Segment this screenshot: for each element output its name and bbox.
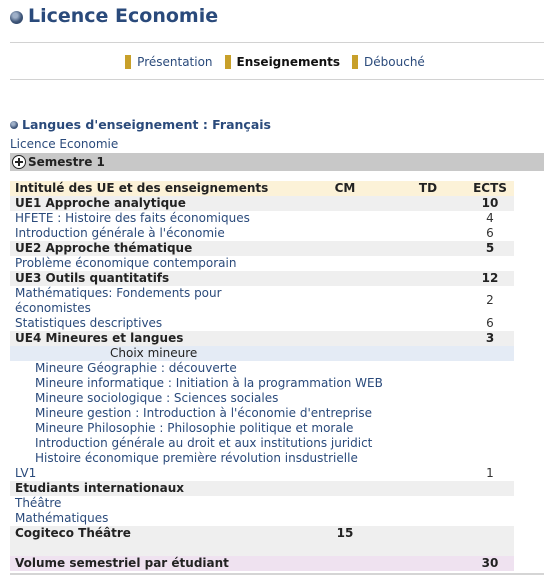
minor-link[interactable]: Mineure Philosophie : Philosophie politique et morale [35, 421, 354, 435]
ue-row [10, 331, 514, 346]
minor-link[interactable]: Mineure Géographie : découverte [35, 361, 237, 375]
minor-link[interactable]: Mineure gestion : Introduction à l'économie d'entreprise [35, 406, 373, 420]
header-cm: CM [334, 181, 356, 195]
title-divider [10, 42, 544, 43]
course-link[interactable]: Mathématiques: Fondements pour économistes [15, 286, 222, 315]
total-row [10, 556, 514, 571]
choice-label: Choix mineure [110, 346, 198, 360]
ue-name: Etudiants internationaux [15, 481, 184, 495]
ue-row [10, 196, 514, 211]
language-heading [10, 117, 271, 132]
semester-toggle[interactable] [10, 153, 544, 171]
minor-row [10, 436, 514, 451]
ue-name: UE1 Approche analytique [15, 196, 186, 210]
minor-link[interactable]: Mineure sociologique : Sciences sociales [35, 391, 279, 405]
ue-ects: 3 [485, 331, 495, 345]
minor-row [10, 421, 514, 436]
minor-row [10, 406, 514, 421]
ue-row [10, 271, 514, 286]
choice-row [10, 346, 514, 361]
language-heading-text: Langues d'enseignement : Français [22, 117, 271, 132]
course-ects: 6 [486, 316, 494, 330]
expand-plus-icon[interactable] [12, 155, 26, 169]
nav-presentation[interactable] [125, 55, 212, 69]
course-link[interactable]: Théâtre [15, 496, 62, 510]
course-link[interactable]: Mathématiques [15, 511, 109, 525]
ue-row [10, 526, 514, 556]
nav-enseignements[interactable] [225, 55, 340, 69]
ue-cm: 15 [336, 526, 354, 540]
course-link[interactable]: Introduction générale à l'économie [15, 226, 225, 240]
nav-marker-icon [352, 55, 358, 69]
ue-name: UE2 Approche thématique [15, 241, 193, 255]
ue-ects: 10 [481, 196, 499, 210]
table-header-row [10, 181, 514, 196]
nav-marker-icon [225, 55, 231, 69]
minor-link[interactable]: Histoire économique première révolution insdustrielle [35, 451, 358, 465]
ue-ects: 5 [485, 241, 495, 255]
minor-row [10, 391, 514, 406]
header-td: TD [418, 181, 438, 195]
page-title [10, 5, 218, 27]
nav-marker-icon [125, 55, 131, 69]
course-ects: 1 [486, 466, 494, 480]
header-ects: ECTS [473, 181, 507, 195]
course-link[interactable]: LV1 [15, 466, 37, 480]
minor-row [10, 376, 514, 391]
program-link[interactable]: Licence Economie [10, 137, 119, 151]
title-bullet-icon [10, 11, 23, 24]
nav-enseignements-label: Enseignements [236, 55, 341, 69]
course-link[interactable]: Problème économique contemporain [15, 256, 237, 270]
course-ects: 2 [486, 293, 494, 307]
course-ects: 4 [486, 211, 494, 225]
header-name: Intitulé des UE et des enseignements [15, 181, 269, 195]
semester-label: Semestre 1 [28, 155, 105, 169]
course-row [10, 286, 514, 316]
nav-debouche-label: Débouché [364, 55, 425, 69]
bullet-icon [10, 121, 18, 129]
nav-debouche[interactable] [352, 55, 425, 69]
ue-ects: 12 [481, 271, 499, 285]
ue-row [10, 481, 514, 496]
course-row [10, 256, 514, 271]
section-nav [0, 55, 550, 69]
minor-link[interactable]: Introduction générale au droit et aux institutions juridict [35, 436, 373, 450]
course-row [10, 466, 514, 481]
ue-name: UE3 Outils quantitatifs [15, 271, 170, 285]
ue-row [10, 241, 514, 256]
ue-name: UE4 Mineures et langues [15, 331, 184, 345]
course-row [10, 316, 514, 331]
course-row [10, 511, 514, 526]
course-row [10, 211, 514, 226]
course-link[interactable]: Statistiques descriptives [15, 316, 163, 330]
minor-row [10, 451, 514, 466]
total-label: Volume semestriel par étudiant [15, 556, 229, 570]
bottom-divider [10, 573, 544, 575]
course-ects: 6 [486, 226, 494, 240]
minor-link[interactable]: Mineure informatique : Initiation à la programmation WEB [35, 376, 383, 390]
course-link[interactable]: HFETE : Histoire des faits économiques [15, 211, 250, 225]
total-ects: 30 [481, 556, 499, 570]
minor-row [10, 361, 514, 376]
nav-divider [10, 79, 544, 80]
course-row [10, 496, 514, 511]
page-title-text: Licence Economie [28, 5, 219, 27]
nav-presentation-label: Présentation [137, 55, 213, 69]
ue-name: Cogiteco Théâtre [15, 526, 131, 540]
course-row [10, 226, 514, 241]
